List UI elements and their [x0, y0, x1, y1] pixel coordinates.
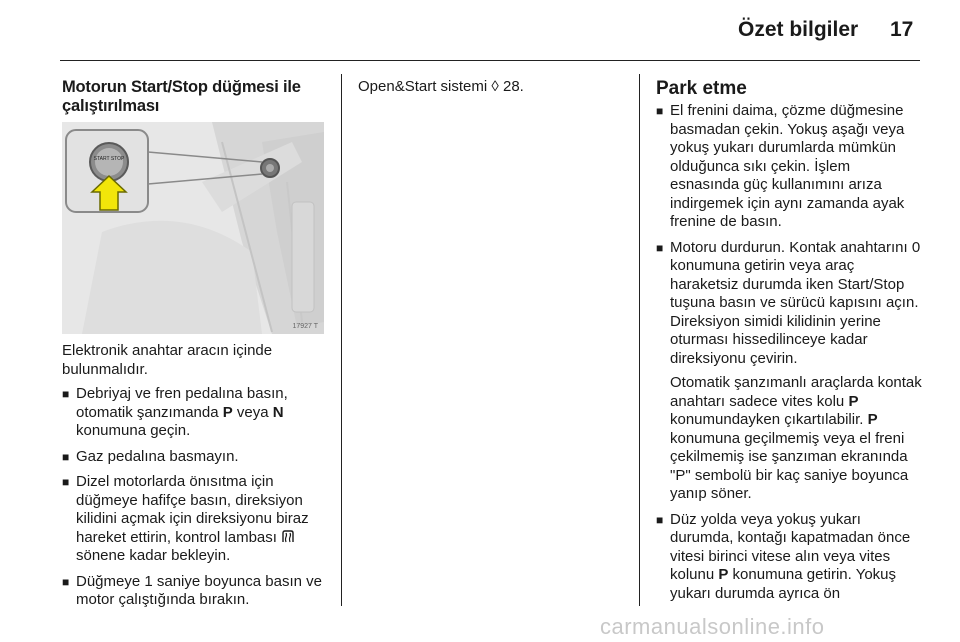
section-heading-parking: Park etme: [656, 78, 747, 99]
reference-arrow-icon: ◊: [491, 78, 499, 95]
bullet: ■: [656, 512, 664, 527]
column-1: [62, 78, 332, 617]
section-heading-start-stop: Motorun Start/Stop düğmesi ile çalıştırılması: [62, 78, 301, 115]
bullet: ■: [62, 475, 70, 489]
glow-plug-icon: [281, 530, 295, 544]
column-3: [656, 78, 922, 610]
bullet: ■: [62, 387, 70, 401]
list-item: ■ Dizel motorlarda önısıtma için düğmeye hafifçe basın, direksiyon kilidini açmak için direksiyonu biraz hareket ettirin, kontrol lambası sönene kadar bekleyin.: [62, 473, 309, 564]
column-divider-1: [341, 74, 342, 606]
start-steps-list: [62, 385, 332, 610]
list-item: ■ Düğmeye 1 saniye boyunca basın ve motor çalıştığında bırakın.: [62, 572, 322, 608]
start-stop-button-label: START STOP: [93, 156, 125, 162]
list-item: ■ Gaz pedalına basmayın.: [62, 447, 239, 465]
bullet: ■: [62, 449, 70, 464]
list-item: ■ Düz yolda veya yokuş yukarı durumda, kontağı kapatmadan önce vitesi birinci vitese alın veya vites kolunu P konumuna getirin. Yokuş yukarı durumda ayrıca ön: [656, 510, 911, 602]
list-item: ■ El frenini daima, çözme düğmesine basmadan çekin. Yokuş aşağı veya yokuş yukarı durumlarda mümkün olduğunca sıkı çekin. İşlem esnasında güç kullanımını arıza indirgemek için aynı zamanda ayak frenine de basın.: [656, 102, 905, 230]
bullet: ■: [656, 104, 664, 118]
start-stop-button-figure: [62, 122, 324, 334]
dashboard-illustration: [62, 122, 324, 334]
column-2: [358, 78, 628, 97]
cross-reference: Open&Start sistemi ◊ 28.: [358, 78, 524, 95]
parking-steps-list: [656, 102, 922, 603]
sub-paragraph: Otomatik şanzımanlı araçlarda kontak anahtarı sadece vites kolu P konumundayken çıkartılabilir. P konumuna geçilmemiş veya el freni çekilmemiş ise şanzıman ekranında "P" sembolü bir kaç saniye boyunca yanıp söner.: [670, 374, 922, 502]
intro-text: Elektronik anahtar aracın içinde bulunmalıdır.: [62, 342, 273, 378]
list-item: ■ Debriyaj ve fren pedalına basın, otomatik şanzımanda P veya N konumuna geçin.: [62, 385, 288, 439]
header-rule: [60, 60, 920, 61]
page-header-title: Özet bilgiler: [738, 18, 859, 41]
watermark: carmanualsonline.info: [600, 614, 825, 639]
bullet: ■: [656, 240, 664, 255]
column-divider-2: [639, 74, 640, 606]
figure-code: 17927 T: [292, 323, 318, 330]
page-number: 17: [890, 18, 914, 41]
bullet: ■: [62, 574, 70, 589]
list-item: ■ Motoru durdurun. Kontak anahtarını 0 konumuna getirin veya araç haraketsiz durumda iken Start/Stop tuşuna basın ve sürücü kapısını açın. Direksiyon simidi kilidinin yerine oturması hissedilinceye kadar direksiyonu çevirin. Otomatik şanzımanlı araçlarda kontak anahtarı sadece vites kolu P konumundayken çıkartılabilir. P konumuna geçilmemiş veya el freni çekilmemiş ise şanzıman ekranında "P" sembolü bir kaç saniye boyunca yanıp söner.: [656, 238, 922, 502]
